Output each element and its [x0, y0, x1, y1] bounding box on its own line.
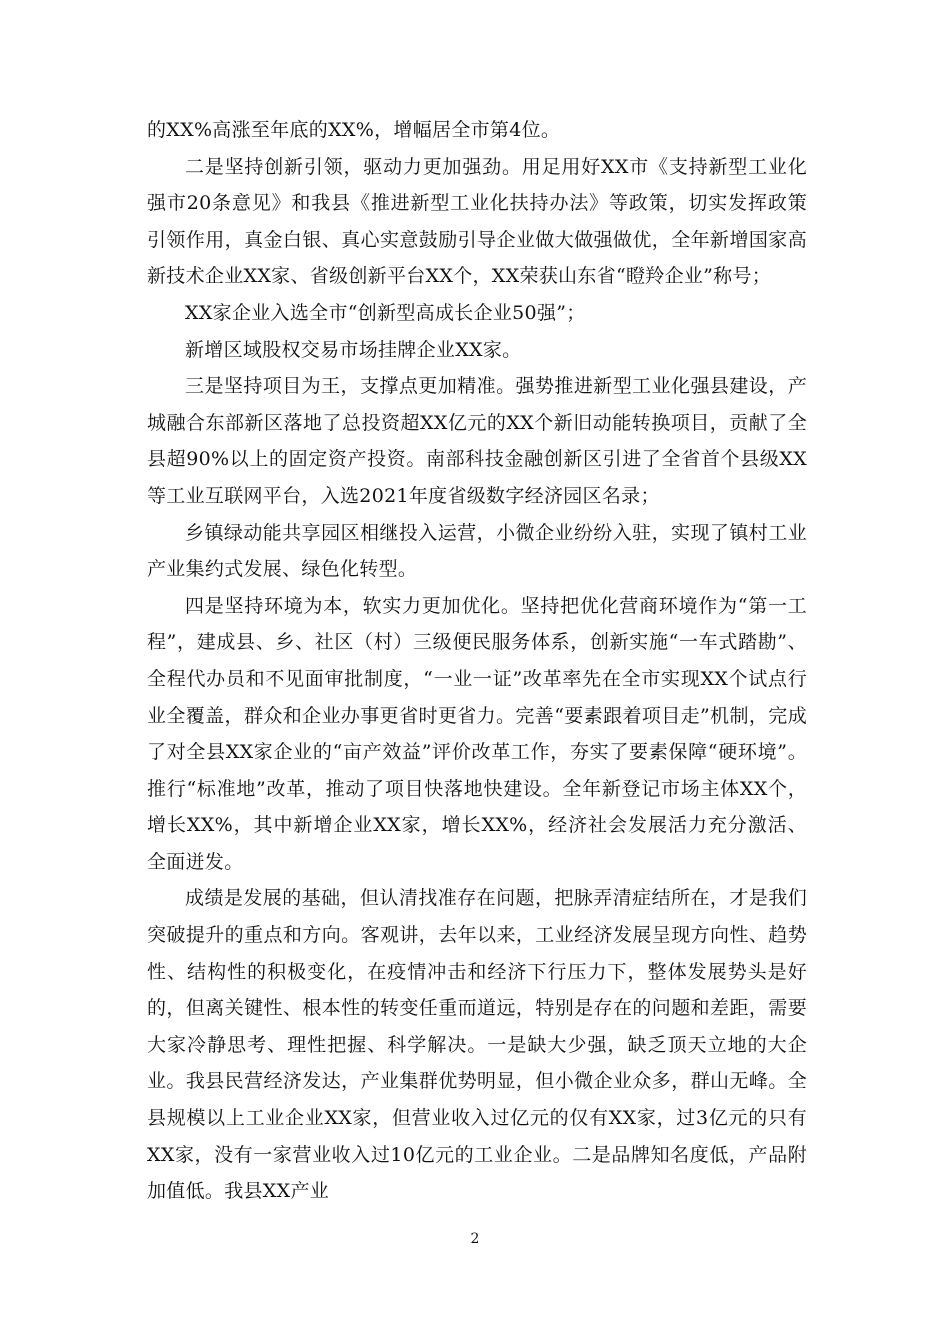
- paragraph-problems: 成绩是发展的基础，但认清找准存在问题，把脉弄清症结所在，才是我们突破提升的重点和方向。客观讲，去年以来，工业经济发展呈现方向性、趋势性、结构性的积极变化，在疫情冲击和经济下行压力下，整体发展势头是好的，但离关键性、根本性的转变任重而道远，特别是存在的问题和差距，需要大家冷静思考、理性把握、科学解决。一是缺大少强，缺乏顶天立地的大企业。我县民营经济发达，产业集群优势明显，但小微企业众多，群山无峰。全县规模以上工业企业XX家，但营业收入过亿元的仅有XX家，过3亿元的只有XX家，没有一家营业收入过10亿元的工业企业。二是品牌知名度低，产品附加值低。我县XX产业: [147, 887, 807, 1203]
- paragraph-top50: XX家企业入选全市“创新型高成长企业50强”；: [185, 301, 586, 324]
- page-number: 2: [470, 1231, 480, 1247]
- paragraph-continuation: 的XX%高涨至年底的XX%，增幅居全市第4位。: [147, 119, 561, 141]
- paragraph-equity-listing: 新增区域股权交易市场挂牌企业XX家。: [185, 338, 522, 361]
- paragraph-green-parks: 乡镇绿动能共享园区相继投入运营，小微企业纷纷入驻，实现了镇村工业产业集约式发展、绿色化转型。: [147, 521, 807, 581]
- paragraph-environment: 四是坚持环境为本，软实力更加优化。坚持把优化营商环境作为“第一工程”，建成县、乡、社区（村）三级便民服务体系，创新实施“一车式踏勘”、全程代办员和不见面审批制度，“一业一证”改革率先在全市实现XX个试点行业全覆盖，群众和企业办事更省时更省力。完善“要素跟着项目走”机制，完成了对全县XX家企业的“亩产效益”评价改革工作，夯实了要素保障“硬环境”。推行“标准地”改革，推动了项目快落地快建设。全年新登记市场主体XX个，增长XX%，其中新增企业XX家，增长XX%，经济社会发展活力充分激活、全面迸发。: [147, 594, 807, 873]
- paragraph-innovation: 二是坚持创新引领，驱动力更加强劲。用足用好XX市《支持新型工业化强市20条意见》和我县《推进新型工业化扶持办法》等政策，切实发挥政策引领作用，真金白银、真心实意鼓励引导企业做大做强做优，全年新增国家高新技术企业XX家、省级创新平台XX个，XX荣获山东省“瞪羚企业”称号；: [147, 155, 807, 288]
- paragraph-projects: 三是坚持项目为王，支撑点更加精准。强势推进新型工业化强县建设，产城融合东部新区落地了总投资超XX亿元的XX个新旧动能转换项目，贡献了全县超90%以上的固定资产投资。南部科技金融创新区引进了全省首个县级XX等工业互联网平台，入选2021年度省级数字经济园区名录；: [147, 375, 807, 507]
- document-body: [147, 112, 807, 1210]
